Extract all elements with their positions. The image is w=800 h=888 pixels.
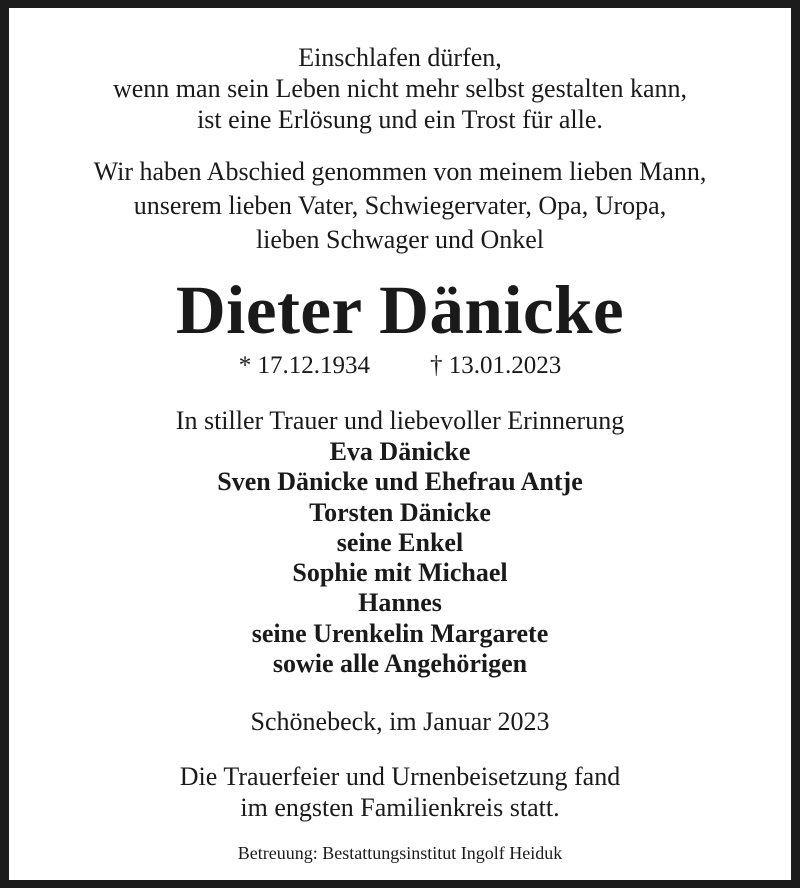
birth-date: * 17.12.1934 — [238, 352, 370, 379]
mourning-line: In stiller Trauer und liebevoller Erinnerung — [175, 406, 625, 435]
mourner-entry: Hannes — [358, 588, 442, 618]
farewell-line: unserem lieben Vater, Schwiegervater, Opa, Uropa, — [133, 191, 667, 220]
ceremony-line: Die Trauerfeier und Urnenbeisetzung fand — [179, 762, 621, 791]
death-date: † 13.01.2023 — [430, 352, 562, 379]
mourner-entry: Eva Dänicke — [329, 437, 471, 466]
opening-verse — [18, 42, 782, 135]
verse-line: wenn man sein Leben nicht mehr selbst gestalten kann, — [112, 74, 687, 103]
farewell-text — [18, 155, 782, 257]
mourner-entry: seine Enkel — [336, 527, 464, 557]
mourner-entry: sowie alle Angehörigen — [272, 649, 528, 679]
undertaker-credit: Betreuung: Bestattungsinstitut Ingolf Heiduk — [237, 843, 563, 863]
farewell-line: lieben Schwager und Onkel — [255, 225, 545, 254]
mourner-entry: Sophie mit Michael — [292, 558, 508, 588]
ceremony-line: im engsten Familienkreis statt. — [240, 793, 560, 822]
ceremony-note — [18, 761, 782, 823]
place-date: Schönebeck, im Januar 2023 — [250, 707, 550, 736]
farewell-line: Wir haben Abschied genommen von meinem lieben Mann, — [93, 157, 707, 186]
mourner-entry: Sven Dänicke und Ehefrau Antje — [217, 467, 583, 497]
mourner-entry: seine Urenkelin Margarete — [251, 618, 549, 648]
verse-line: ist eine Erlösung und ein Trost für alle. — [197, 105, 603, 134]
verse-line: Einschlafen dürfen, — [298, 43, 502, 72]
life-dates — [18, 350, 782, 382]
deceased-name: Dieter Dänicke — [175, 272, 625, 348]
mourner-entry: Torsten Dänicke — [309, 497, 491, 527]
mourners-list — [18, 437, 782, 679]
